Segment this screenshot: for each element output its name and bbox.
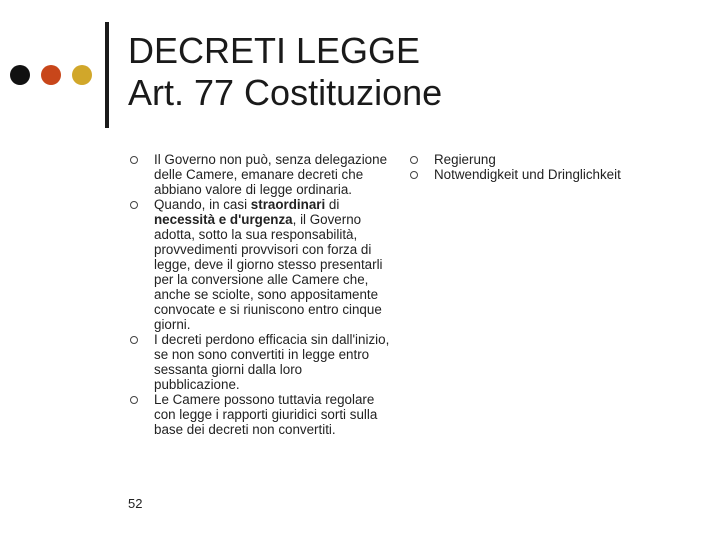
list-item-text: I decreti perdono efficacia sin dall'inizio, se non sono convertiti in legge entro sessanta giorni dalla loro pubblicazione. <box>154 332 390 392</box>
yellow-dot-icon <box>72 65 92 85</box>
circle-bullet-icon <box>130 156 138 164</box>
list-item-text-post: , il Governo adotta, sotto la sua responsabilità, provvedimenti provvisori con forza di legge, deve il giorno stesso presentarli per la conversione alle Camere che, anche se sciolte, sono appositamente convocate e si riuniscono entro cinque giorni. <box>154 212 383 332</box>
list-item-text-pre: Quando, in casi <box>154 197 251 212</box>
title-line-2: Art. 77 Costituzione <box>128 72 443 113</box>
list-item <box>130 332 390 392</box>
circle-bullet-icon <box>130 396 138 404</box>
slide-title <box>128 30 442 114</box>
circle-bullet-icon <box>410 171 418 179</box>
page-number: 52 <box>128 496 143 511</box>
emphasis-straordinari: straordinari <box>250 197 326 212</box>
black-dot-icon <box>10 65 30 85</box>
orange-dot-icon <box>41 65 61 85</box>
list-item-text-mid: di <box>325 197 340 212</box>
circle-bullet-icon <box>130 201 138 209</box>
emphasis-necessita-urgenza: necessità e d'urgenza <box>154 212 293 227</box>
list-item <box>410 167 710 182</box>
left-bullet-list <box>130 152 390 437</box>
list-item <box>130 152 390 197</box>
list-item <box>130 392 390 437</box>
right-bullet-list <box>410 152 710 182</box>
list-item-text: Regierung <box>434 152 496 167</box>
circle-bullet-icon <box>130 336 138 344</box>
list-item-text: Notwendigkeit und Dringlichkeit <box>434 167 621 182</box>
circle-bullet-icon <box>410 156 418 164</box>
list-item <box>410 152 710 167</box>
title-divider <box>105 22 109 128</box>
list-item-text: Il Governo non può, senza delegazione delle Camere, emanare decreti che abbiano valore di legge ordinaria. <box>154 152 388 197</box>
list-item <box>130 197 390 332</box>
list-item-text: Le Camere possono tuttavia regolare con legge i rapporti giuridici sorti sulla base dei decreti non convertiti. <box>154 392 378 437</box>
title-line-1: DECRETI LEGGE <box>128 30 421 71</box>
